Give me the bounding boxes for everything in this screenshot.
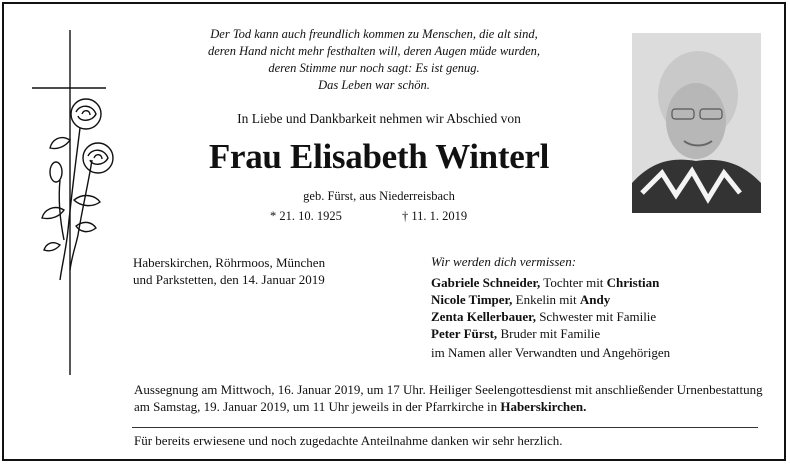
list-item <box>431 325 659 342</box>
service-info <box>134 381 764 415</box>
poem-line: Das Leben war schön. <box>318 78 430 92</box>
poem-line: deren Stimme nur noch sagt: Es ist genug. <box>268 61 480 75</box>
poem-line: Der Tod kann auch freundlich kommen zu Menschen, die alt sind, <box>210 27 538 41</box>
mourner-partner: Christian <box>606 275 660 290</box>
mourner-relation: Enkelin mit <box>512 292 580 307</box>
service-text: Aussegnung am Mittwoch, 16. Januar 2019, um 17 Uhr. Heiliger Seelengottesdienst mit anschließender Urnenbestattung am Samstag, 19. Januar 2019, um 11 Uhr jeweils in der Pfarrkirche in <box>134 382 763 414</box>
deceased-name: Frau Elisabeth Winterl <box>208 137 550 176</box>
list-item <box>431 274 659 291</box>
mourner-relation: Tochter mit <box>540 275 607 290</box>
church-location: Haberskirchen. <box>500 399 587 414</box>
relatives-line: im Namen aller Verwandten und Angehörigen <box>431 345 671 360</box>
list-item <box>431 308 659 325</box>
divider <box>132 427 758 428</box>
place-line: und Parkstetten, den 14. Januar 2019 <box>133 272 325 287</box>
mourner-partner: Andy <box>579 292 611 307</box>
poem <box>194 26 554 94</box>
maiden-name: geb. Fürst, aus Niederreisbach <box>303 189 455 203</box>
mourner-name: Peter Fürst, <box>431 326 498 341</box>
death-date: † 11. 1. 2019 <box>402 209 468 223</box>
mourner-relation: Bruder mit Familie <box>497 326 601 341</box>
mourner-name: Zenta Kellerbauer, <box>431 309 536 324</box>
poem-line: deren Hand nicht mehr festhalten will, deren Augen müde wurden, <box>207 44 540 58</box>
intro-text: In Liebe und Dankbarkeit nehmen wir Abschied von <box>237 111 521 126</box>
cross-with-roses-icon <box>30 30 130 390</box>
mourner-name: Nicole Timper, <box>431 292 513 307</box>
birth-date: * 21. 10. 1925 <box>270 209 342 223</box>
place-line: Haberskirchen, Röhrmoos, München <box>133 255 326 270</box>
mourners-heading: Wir werden dich vermissen: <box>431 254 577 269</box>
portrait-photo <box>632 33 761 213</box>
mourners-list <box>431 274 659 342</box>
mourner-relation: Schwester mit Familie <box>535 309 657 324</box>
thanks-text: Für bereits erwiesene und noch zugedachte Anteilnahme danken wir sehr herzlich. <box>134 433 563 448</box>
mourner-name: Gabriele Schneider, <box>431 275 541 290</box>
place-and-date <box>133 254 373 288</box>
list-item <box>431 291 659 308</box>
obituary-notice <box>2 2 786 461</box>
